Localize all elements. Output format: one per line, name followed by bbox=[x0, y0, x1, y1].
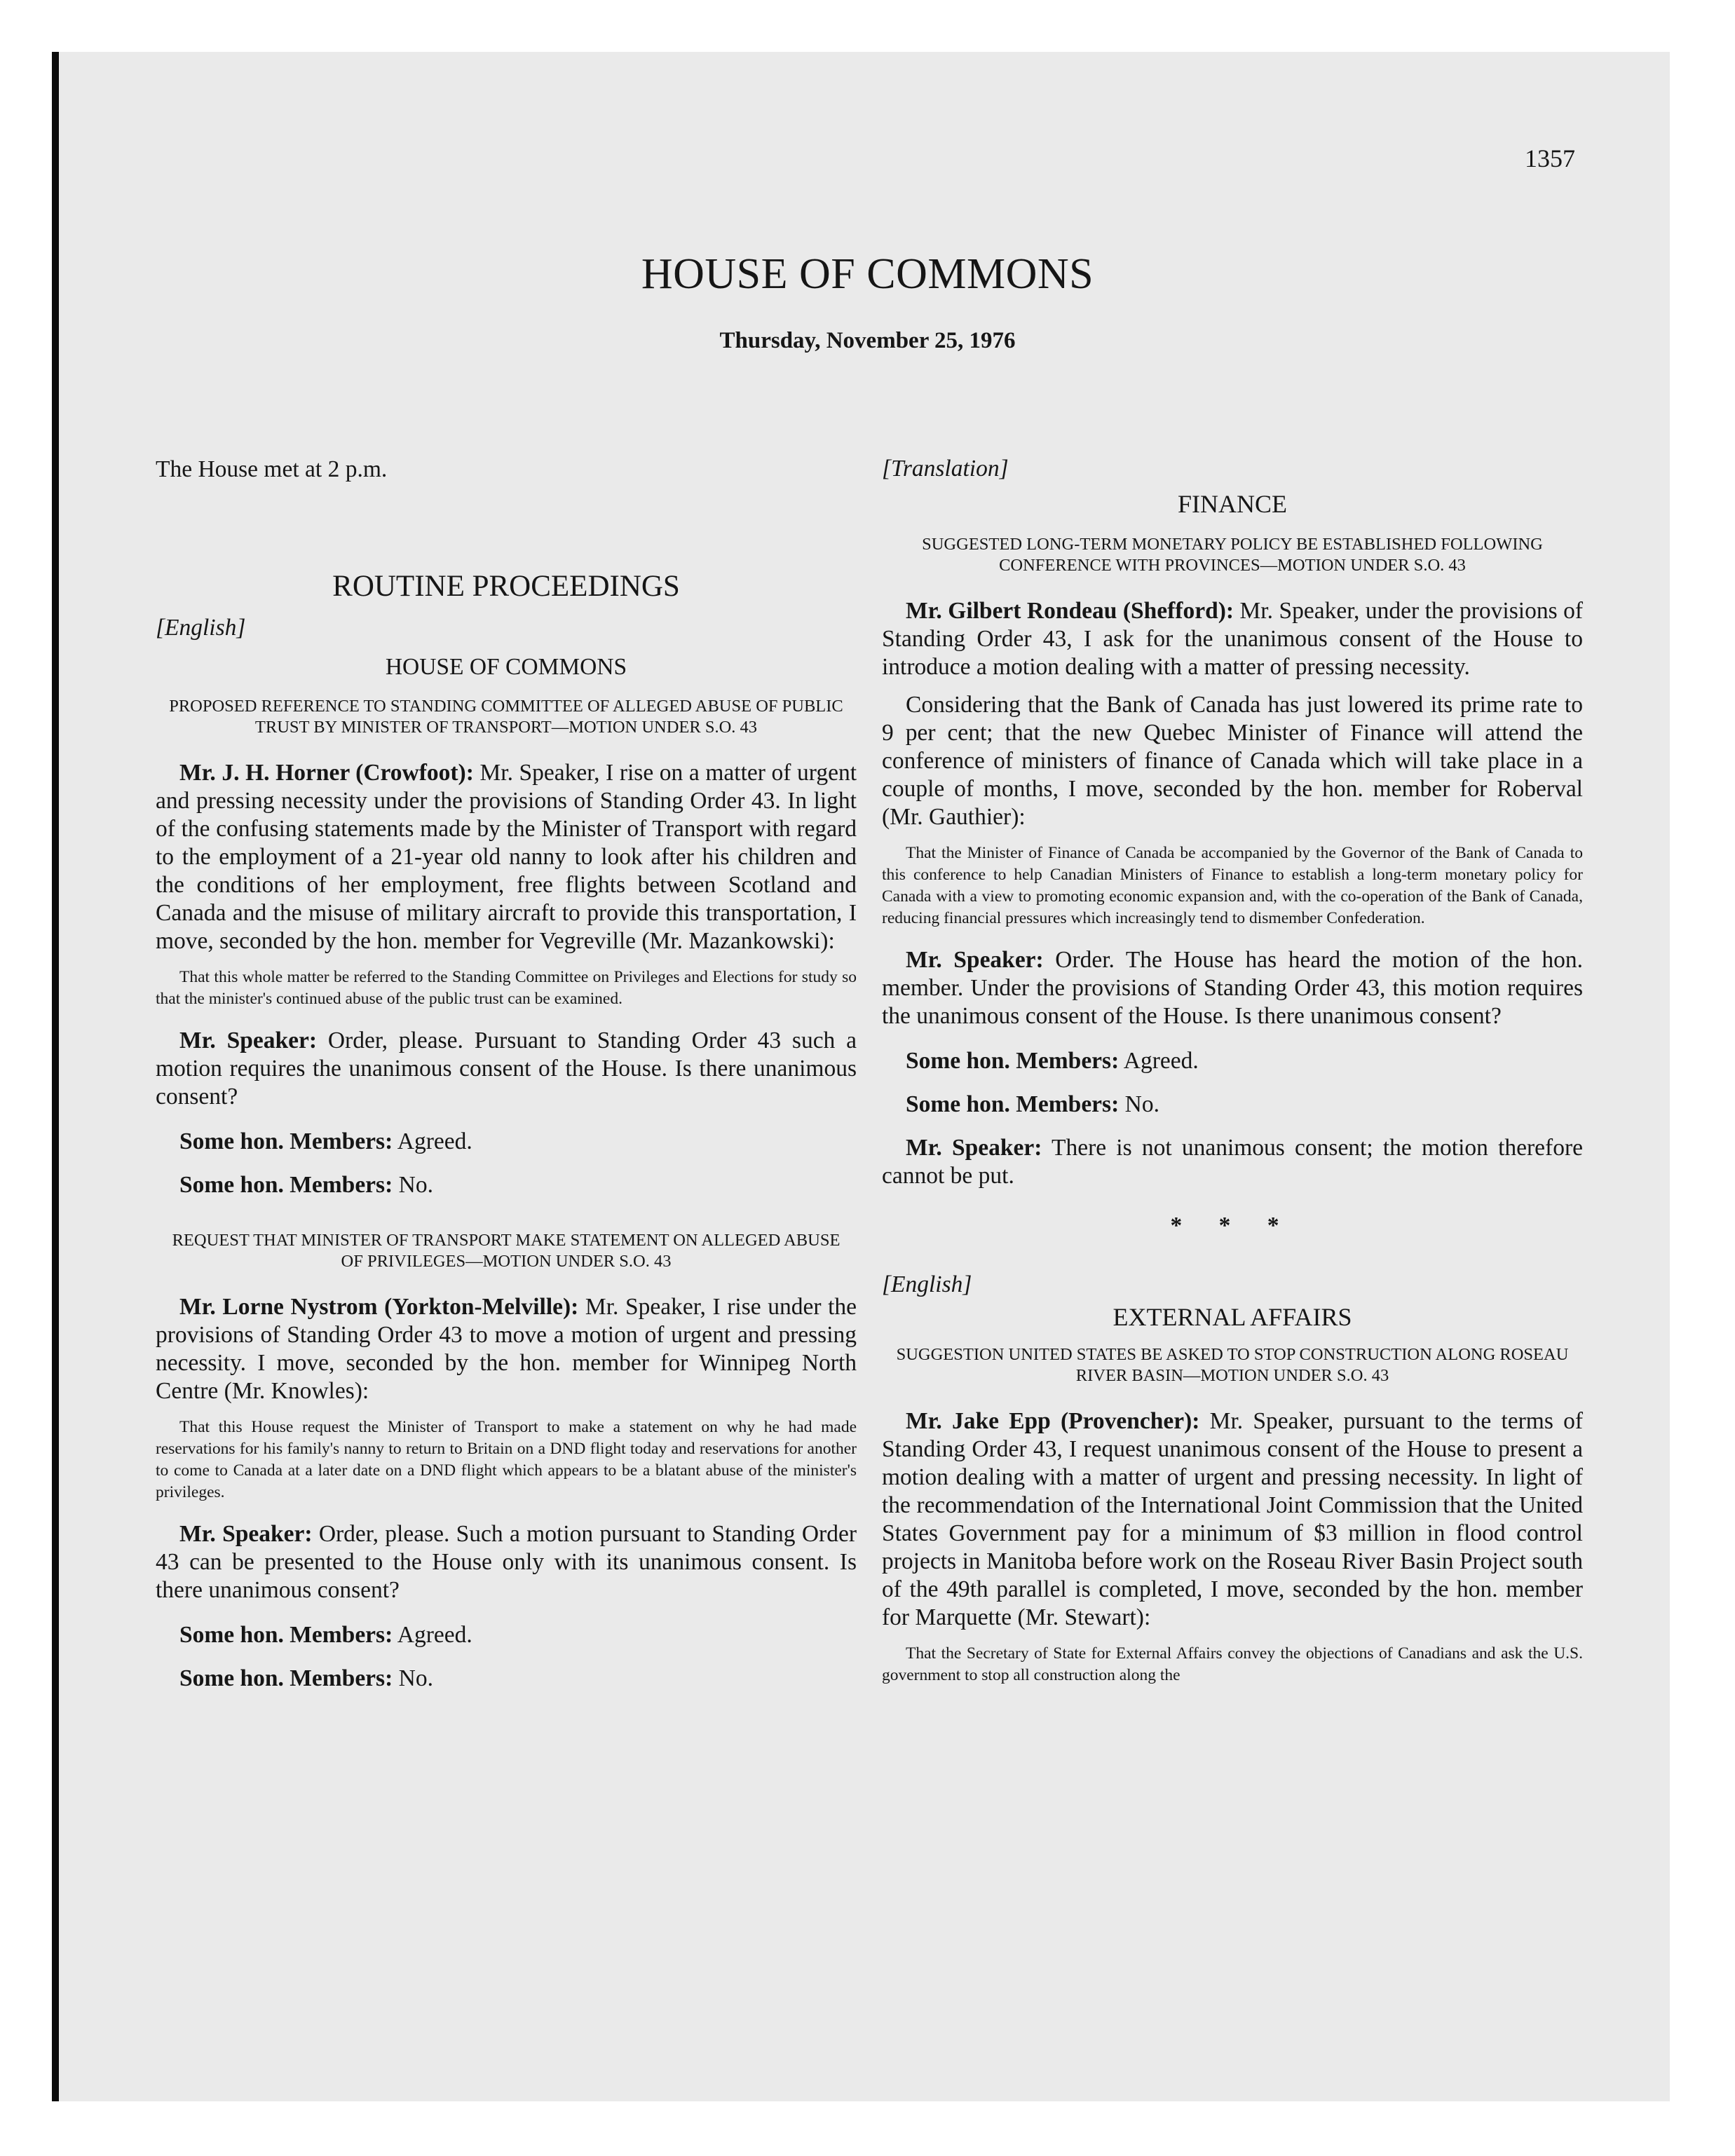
speaker-name: Mr. Speaker: bbox=[906, 1135, 1042, 1161]
section-heading-finance: FINANCE bbox=[1177, 490, 1287, 518]
page-title: HOUSE OF COMMONS bbox=[641, 250, 1094, 298]
speech-text: Order, please. Such a motion pursuant to Standing Order 43 can be presented to the House only with its unanimous consent. Is there unanimous consent? bbox=[156, 1521, 857, 1603]
section-heading-routine-proceedings: ROUTINE PROCEEDINGS bbox=[332, 570, 680, 603]
speech-text: Mr. Speaker, I rise on a matter of urgent and pressing necessity under the provisions of Standing Order 43. In light of the confusing statements made by the Minister of Transport with regard to the employment of a 21-year old nanny to look after his children and the conditions of her employment, free flights between Scotland and Canada and the misuse of military aircraft to provide this transportation, I move, seconded by the hon. member for Vegreville (Mr. Mazankowski): bbox=[156, 760, 857, 954]
page-number: 1357 bbox=[1525, 144, 1575, 172]
section-heading-external-affairs: EXTERNAL AFFAIRS bbox=[1113, 1303, 1352, 1331]
speech-paragraph bbox=[156, 759, 857, 955]
motion-text: That this whole matter be referred to the Standing Committee on Privileges and Elections for study so that the minister's continued abuse of the public trust can be examined. bbox=[156, 968, 857, 1008]
speech-text: Mr. Speaker, I rise under the provisions of Standing Order 43 to move a motion of urgent and pressing necessity. I move, seconded by the hon. member for Winnipeg North Centre (Mr. Knowles): bbox=[156, 1294, 857, 1404]
speaker-name: Some hon. Members: bbox=[179, 1665, 393, 1691]
speaker-name: Some hon. Members: bbox=[906, 1048, 1120, 1074]
opening-line: The House met at 2 p.m. bbox=[156, 456, 388, 482]
speech-text: Mr. Speaker, pursuant to the terms of Standing Order 43, I request unanimous consent of the House to present a motion dealing with a matter of urgent and pressing necessity. In light of the recommendation of the International Joint Commission that the United States Government pay for a minimum of $3 million in flood control projects in Manitoba before work on the Roseau River Basin Project south of the 49th parallel is completed, I move, seconded by the hon. member for Marquette (Mr. Stewart): bbox=[882, 1408, 1583, 1630]
subsection-heading: HOUSE OF COMMONS bbox=[385, 654, 627, 680]
sitting-date: Thursday, November 25, 1976 bbox=[719, 328, 1016, 353]
reply-text: Agreed. bbox=[1123, 1048, 1199, 1074]
binding-edge bbox=[52, 52, 59, 2101]
reply-line bbox=[179, 1171, 857, 1199]
speaker-name: Mr. J. H. Horner (Crowfoot): bbox=[179, 760, 474, 786]
speech-paragraph bbox=[882, 597, 1583, 681]
language-tag: [English] bbox=[156, 615, 246, 641]
speaker-name: Mr. Lorne Nystrom (Yorkton-Melville): bbox=[179, 1294, 579, 1320]
speaker-name: Some hon. Members: bbox=[179, 1622, 393, 1648]
speech-paragraph bbox=[882, 1134, 1583, 1190]
reply-text: No. bbox=[398, 1172, 433, 1198]
left-column bbox=[156, 456, 857, 1693]
speech-text: There is not unanimous consent; the motion therefore cannot be put. bbox=[882, 1135, 1583, 1189]
speech-paragraph bbox=[156, 1027, 857, 1111]
reply-text: Agreed. bbox=[397, 1128, 472, 1154]
reply-line bbox=[179, 1665, 857, 1693]
reply-line bbox=[906, 1047, 1583, 1075]
speech-paragraph bbox=[156, 1520, 857, 1604]
right-column bbox=[882, 456, 1583, 1703]
speech-text: Order. The House has heard the motion of the hon. member. Under the provisions of Standing Order 43, this motion requires the unanimous consent of the House. Is there unanimous consent? bbox=[882, 947, 1583, 1029]
speaker-name: Mr. Speaker: bbox=[906, 947, 1044, 973]
language-tag: [Translation] bbox=[882, 456, 1009, 482]
motion-text: That the Minister of Finance of Canada be accompanied by the Governor of the Bank of Canada to this conference to help Canadian Ministers of Finance to establish a long-term monetary policy for Canada with a view to promoting economic expansion and, with the co-operation of the Bank of Canada, reducing financial pressures which increasingly tend to dismember Confederation. bbox=[882, 844, 1583, 927]
speaker-name: Mr. Speaker: bbox=[179, 1028, 318, 1053]
section-separator: * * * bbox=[1170, 1213, 1295, 1239]
motion-heading: SUGGESTION UNITED STATES BE ASKED TO STOP CONSTRUCTION ALONG ROSEAU RIVER BASIN—MOTION UNDER S.O. 43 bbox=[896, 1345, 1569, 1385]
speech-text: Mr. Speaker, under the provisions of Standing Order 43, I ask for the unanimous consent of the House to introduce a motion dealing with a matter of pressing necessity. bbox=[882, 598, 1583, 680]
reply-line bbox=[179, 1128, 857, 1156]
speech-text: Order, please. Pursuant to Standing Order 43 such a motion requires the unanimous consent of the House. Is there unanimous consent? bbox=[156, 1028, 857, 1110]
speaker-name: Mr. Speaker: bbox=[179, 1521, 313, 1547]
speech-paragraph bbox=[882, 946, 1583, 1030]
motion-heading: SUGGESTED LONG-TERM MONETARY POLICY BE ESTABLISHED FOLLOWING CONFERENCE WITH PROVINCES—MOTION UNDER S.O. 43 bbox=[922, 535, 1543, 575]
motion-heading: PROPOSED REFERENCE TO STANDING COMMITTEE OF ALLEGED ABUSE OF PUBLIC TRUST BY MINISTER OF TRANSPORT—MOTION UNDER S.O. 43 bbox=[169, 697, 843, 737]
speech-paragraph: Considering that the Bank of Canada has just lowered its prime rate to 9 per cent; that the new Quebec Minister of Finance will attend the conference of ministers of finance of Canada which will take place in a couple of months, I move, seconded by the hon. member for Roberval (Mr. Gauthier): bbox=[882, 692, 1583, 830]
reply-line bbox=[906, 1091, 1583, 1119]
speaker-name: Mr. Gilbert Rondeau (Shefford): bbox=[906, 598, 1234, 624]
language-tag: [English] bbox=[882, 1271, 972, 1297]
reply-text: Agreed. bbox=[397, 1622, 472, 1648]
motion-heading: REQUEST THAT MINISTER OF TRANSPORT MAKE STATEMENT ON ALLEGED ABUSE OF PRIVILEGES—MOTION UNDER S.O. 43 bbox=[172, 1231, 841, 1271]
speech-paragraph bbox=[156, 1293, 857, 1405]
reply-text: No. bbox=[1124, 1091, 1159, 1117]
speaker-name: Mr. Jake Epp (Provencher): bbox=[906, 1408, 1200, 1434]
speech-paragraph bbox=[882, 1407, 1583, 1632]
reply-text: No. bbox=[398, 1665, 433, 1691]
motion-text: That the Secretary of State for External Affairs convey the objections of Canadians and ask the U.S. government to stop all construction along the bbox=[882, 1644, 1583, 1684]
speaker-name: Some hon. Members: bbox=[906, 1091, 1120, 1117]
motion-text: That this House request the Minister of Transport to make a statement on why he had made reservations for his family's nanny to return to Britain on a DND flight today and reservations for another to come to Canada at a later date on a DND flight which appears to be a blatant abuse of the minister's privileges. bbox=[156, 1418, 857, 1501]
speaker-name: Some hon. Members: bbox=[179, 1172, 393, 1198]
speaker-name: Some hon. Members: bbox=[179, 1128, 393, 1154]
reply-line bbox=[179, 1621, 857, 1649]
